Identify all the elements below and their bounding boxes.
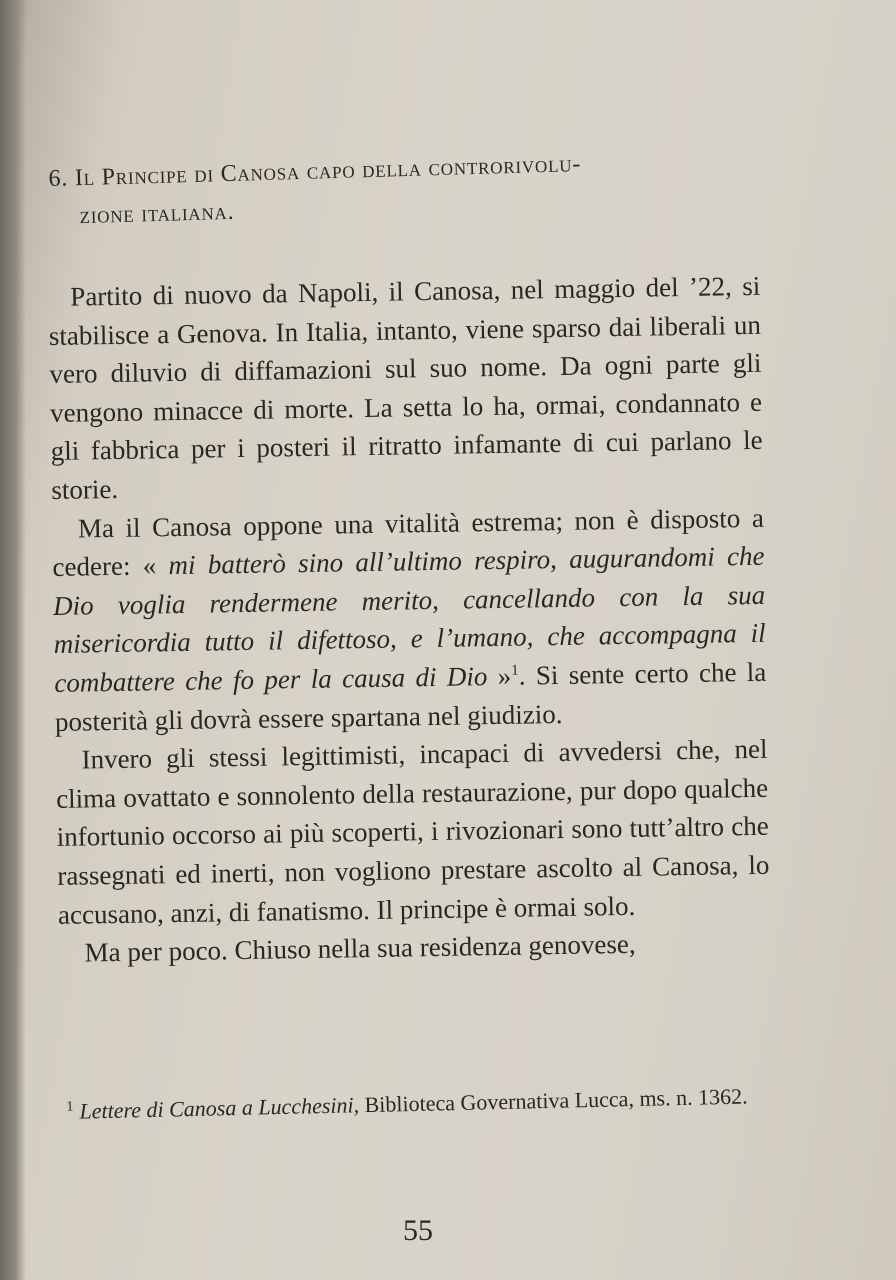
paragraph-2-conclusion: . Si sente certo che la posterità gli dovrà essere spartana nel giudizio.: [54, 656, 767, 737]
section-heading: [48, 140, 780, 236]
footnote-source: Biblioteca Governativa Lucca, ms. n. 1362.: [358, 1083, 748, 1118]
footnote-reference: 1: [511, 662, 519, 679]
footnote: [48, 1073, 779, 1130]
section-title-line-1: Il Principe di Canosa capo della controrivolu-: [74, 151, 582, 192]
book-spine-shadow: [0, 0, 26, 1280]
paragraph-2-intro: Ma il Canosa oppone una vitalità estrema; non è disposto a cedere: «: [52, 502, 765, 583]
footnote-number: 1: [66, 1099, 74, 1115]
canosa-quotation: mi batterò sino all’ultimo respiro, augurandomi che Dio voglia rendermene merito, cancellando con la sua misericordia tutto il difettoso, e l’umano, che accompagna il combattere che fo per la causa di Dio: [52, 540, 766, 698]
page-number: 55: [403, 1214, 433, 1247]
paragraph-2: [52, 498, 768, 741]
section-title-line-2: zione italiana.: [79, 198, 235, 230]
section-number: 6.: [48, 165, 69, 192]
quotation-close: »: [487, 660, 512, 692]
footnote-title: Lettere di Canosa a Lucchesini,: [79, 1092, 360, 1124]
paragraph-3: Invero gli stessi legittimisti, incapaci di avvedersi che, nel clima ovattato e sonnolento della restaurazione, pur dopo qualche infortunio occorso ai più scoperti, i rivozionari sono tutt’altro che rassegnati ed inerti, non vogliono prestare ascolto al Canosa, lo accusano, anzi, di fanatismo. Il principe è ormai solo.: [55, 733, 770, 930]
body-text: [48, 267, 771, 973]
paragraph-4: Ma per poco. Chiuso nella sua residenza genovese,: [84, 928, 636, 968]
paragraph-1: Partito di nuovo da Napoli, il Canosa, nel maggio del ’22, si stabilisce a Genova. In Italia, intanto, viene sparso dai liberali un vero diluvio di diffamazioni sul suo nome. Da ogni parte gli vengono minacce di morte. La setta lo ha, ormai, condannato e gli fabbrica per i posteri il ritratto infamante di cui parlano le storie.: [48, 270, 763, 505]
